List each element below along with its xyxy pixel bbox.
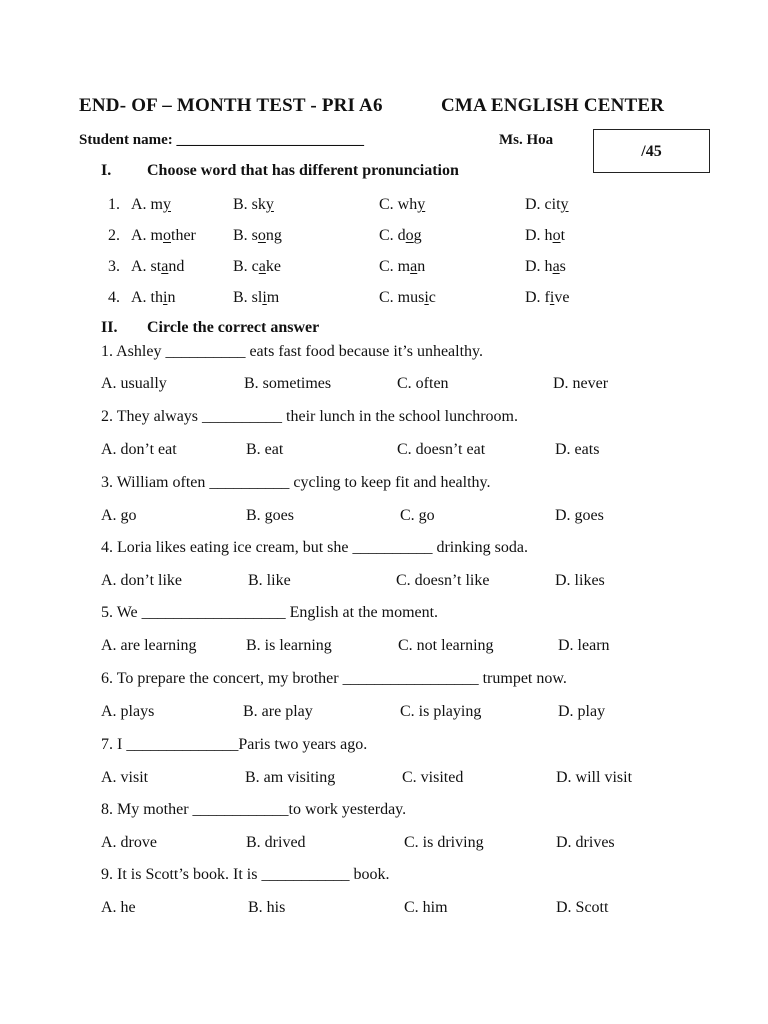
item-number: 2. xyxy=(108,227,120,244)
underlined-letters: a xyxy=(552,258,560,275)
answer-option: A. he xyxy=(101,899,136,916)
underlined-letters: o xyxy=(552,227,561,244)
answer-option xyxy=(233,227,282,245)
underlined-letters: a xyxy=(410,258,418,275)
option-text: A. th xyxy=(131,289,163,306)
test-title: END- OF – MONTH TEST - PRI A6 xyxy=(79,95,383,116)
answer-option: D. never xyxy=(553,375,609,392)
underlined-letters: i xyxy=(549,289,555,306)
answer-option: C. go xyxy=(400,507,435,524)
answer-option: A. don’t like xyxy=(101,572,183,589)
underlined-letters: y xyxy=(163,196,171,213)
item-number: 1. xyxy=(108,196,120,213)
answer-option: D. eats xyxy=(555,441,600,458)
section-1-number: I. xyxy=(101,162,112,179)
option-text: A. m xyxy=(131,227,163,244)
answer-option: D. learn xyxy=(558,637,610,654)
answer-option xyxy=(379,289,436,307)
answer-option: C. doesn’t like xyxy=(396,572,490,589)
answer-option xyxy=(131,289,175,307)
answer-option: C. often xyxy=(397,375,449,392)
option-text: C. d xyxy=(379,227,406,244)
option-text: g xyxy=(413,227,422,244)
underlined-letters: a xyxy=(161,258,169,275)
option-text: C. m xyxy=(379,258,411,275)
option-text: D. h xyxy=(525,227,553,244)
underlined-letters: y xyxy=(560,196,569,213)
answer-option: B. sometimes xyxy=(244,375,332,392)
answer-option: A. usually xyxy=(101,375,167,392)
option-text: B. c xyxy=(233,258,259,275)
center-name: CMA ENGLISH CENTER xyxy=(441,95,665,116)
answer-option: A. are learning xyxy=(101,637,197,654)
option-text: nd xyxy=(168,258,185,275)
underlined-letters: i xyxy=(262,289,267,306)
answer-option: B. is learning xyxy=(246,637,332,654)
answer-option: A. drove xyxy=(101,834,157,851)
underlined-letters: i xyxy=(424,289,429,306)
option-text: D. f xyxy=(525,289,550,306)
answer-option xyxy=(379,227,422,245)
answer-option: B. like xyxy=(248,572,291,589)
option-text: m xyxy=(266,289,280,306)
answer-option: C. not learning xyxy=(398,637,494,654)
student-name-label: Student name: _________________________ xyxy=(79,132,365,148)
option-text: s xyxy=(559,258,566,275)
option-text: B. sk xyxy=(233,196,266,213)
answer-option: D. drives xyxy=(556,834,615,851)
question-text: 5. We __________________ English at the moment. xyxy=(101,604,439,621)
option-text: n xyxy=(417,258,426,275)
answer-option: A. go xyxy=(101,507,137,524)
answer-option: B. eat xyxy=(246,441,284,458)
option-text: t xyxy=(560,227,566,244)
answer-option: A. plays xyxy=(101,703,155,720)
underlined-letters: o xyxy=(257,227,266,244)
option-text: D. h xyxy=(525,258,553,275)
answer-option xyxy=(379,196,425,214)
score-total: /45 xyxy=(641,143,662,160)
answer-option xyxy=(525,289,569,307)
answer-option xyxy=(525,227,565,245)
option-text: ke xyxy=(265,258,281,275)
answer-option xyxy=(131,196,171,214)
option-text: B. s xyxy=(233,227,258,244)
underlined-letters: a xyxy=(258,258,266,275)
option-text: C. mus xyxy=(379,289,425,306)
option-text: D. cit xyxy=(525,196,561,213)
answer-option: D. play xyxy=(558,703,606,720)
answer-option: C. visited xyxy=(402,769,464,786)
answer-option xyxy=(233,196,274,214)
answer-option: B. am visiting xyxy=(245,769,336,786)
answer-option: A. visit xyxy=(101,769,149,786)
answer-option: C. him xyxy=(404,899,448,916)
question-text: 6. To prepare the concert, my brother _________________ trumpet now. xyxy=(101,670,567,687)
question-text: 2. They always __________ their lunch in the school lunchroom. xyxy=(101,408,518,425)
option-text: n xyxy=(167,289,176,306)
answer-option: C. is playing xyxy=(400,703,482,720)
question-text: 1. Ashley __________ eats fast food because it’s unhealthy. xyxy=(101,343,483,360)
option-text: A. st xyxy=(131,258,162,275)
item-number: 4. xyxy=(108,289,120,306)
answer-option: C. doesn’t eat xyxy=(397,441,486,458)
answer-option xyxy=(233,289,279,307)
section-2-number: II. xyxy=(101,319,118,336)
question-text: 3. William often __________ cycling to keep fit and healthy. xyxy=(101,474,491,491)
answer-option xyxy=(525,258,566,276)
answer-option: A. don’t eat xyxy=(101,441,177,458)
question-text: 9. It is Scott’s book. It is ___________ book. xyxy=(101,866,390,883)
answer-option: D. likes xyxy=(555,572,605,589)
option-text: ther xyxy=(171,227,196,244)
teacher-name: Ms. Hoa xyxy=(499,132,554,148)
option-text: ng xyxy=(265,227,282,244)
option-text: c xyxy=(428,289,436,306)
answer-option: C. is driving xyxy=(404,834,484,851)
answer-option: D. will visit xyxy=(556,769,633,786)
section-2-title: Circle the correct answer xyxy=(147,319,320,336)
underlined-letters: o xyxy=(163,227,171,244)
answer-option: B. are play xyxy=(243,703,313,720)
underlined-letters: o xyxy=(405,227,414,244)
answer-option: B. drived xyxy=(246,834,306,851)
answer-option xyxy=(525,196,569,214)
answer-option xyxy=(379,258,425,276)
answer-option xyxy=(131,258,184,276)
question-text: 7. I ______________Paris two years ago. xyxy=(101,736,368,753)
answer-option xyxy=(233,258,281,276)
underlined-letters: i xyxy=(163,289,168,306)
answer-option: B. goes xyxy=(246,507,294,524)
underlined-letters: y xyxy=(417,196,426,213)
score-box xyxy=(593,129,710,173)
answer-option: D. Scott xyxy=(556,899,609,916)
option-text: ve xyxy=(554,289,570,306)
question-text: 4. Loria likes eating ice cream, but she __________ drinking soda. xyxy=(101,539,529,556)
option-text: B. sl xyxy=(233,289,263,306)
option-text: A. m xyxy=(131,196,163,213)
answer-option: B. his xyxy=(248,899,286,916)
question-text: 8. My mother ____________to work yesterday. xyxy=(101,801,407,818)
option-text: C. wh xyxy=(379,196,418,213)
underlined-letters: y xyxy=(265,196,274,213)
section-1-title: Choose word that has different pronunciation xyxy=(147,162,459,179)
answer-option: D. goes xyxy=(555,507,604,524)
item-number: 3. xyxy=(108,258,120,275)
answer-option xyxy=(131,227,196,245)
